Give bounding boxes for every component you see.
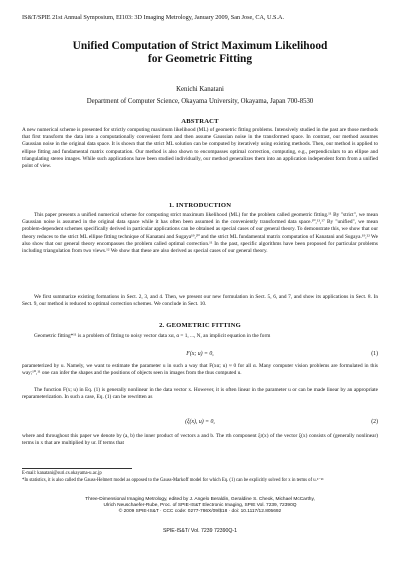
page-identifier: SPIE-IS&T/ Vol. 7239 72390Q-1: [162, 528, 238, 534]
author-affiliation: Department of Computer Science, Okayama University, Okayama, Japan 700-8530: [86, 98, 314, 105]
section-2-paragraph-3: The function F(x; u) in Eq. (1) is generally nonlinear in the data vector x. However, it is often linear in the parameter u or can be made linear by an appropriate reparameterization. In such a case, Eq. (1) can be rewritten as: [22, 387, 378, 401]
section-2-paragraph-1: Geometric fitting*¹¹ is a problem of fitting to noisy vector data xα, α = 1, ..., N, an implicit equation in the form: [34, 333, 271, 339]
abstract-heading: ABSTRACT: [181, 118, 219, 125]
conference-header: IS&T/SPIE 21st Annual Symposium, EI103: 3D Imaging Metrology, January 2009, San Jose, CA, U.S.A.: [22, 14, 285, 21]
section-1-heading: 1. INTRODUCTION: [168, 202, 232, 209]
title-line-2: for Geometric Fitting: [147, 53, 253, 65]
publication-line-1: Three-Dimensional Imaging Metrology, edited by J. Angelo Beraldin, Geraldine S. Cheok, Michael McCarthy,: [85, 497, 315, 502]
footnote-rule: [22, 468, 132, 469]
publication-info: [0, 497, 400, 516]
title-line-1: Unified Computation of Strict Maximum Likelihood: [72, 40, 328, 52]
section-2-paragraph-2: parameterized by u. Namely, we want to estimate the parameter u in such a way that F(xα; u) ≈ 0 for all α. Many computer vision problems are formulated in this way;¹⁰,¹¹ one can infer the shapes and the positions of objects seen in images from the thus computed u.: [22, 363, 378, 377]
section-2-paragraph-4: where and throughout this paper we denote by (a, b) the inner product of vectors a and b. The rth component ξr(x) of the vector ξ(x) consists of (generally nonlinear) terms in x that are multiplied by ur. If terms that: [22, 433, 378, 447]
equation-2-expression: (ξ(x), u) = 0,: [185, 419, 215, 425]
publication-line-3: © 2009 SPIE-IS&T · CCC code: 0277-786X/09/$18 · doi: 10.1117/12.805692: [118, 509, 282, 515]
footnote-email: E-mail: kanatani@suri.cs.okayama-u.ac.jp: [22, 471, 102, 476]
paper-title: [0, 40, 400, 66]
publication-line-2: Ulrich Neuschaefer-Rube, Proc. of SPIE-IS&T Electronic Imaging, SPIE Vol. 7239, 72390Q: [103, 503, 297, 509]
abstract-text: A new numerical scheme is presented for strictly computing maximum likelihood (ML) of geometric fitting problems. Intensively studied in the past are those methods that first transform the data into a computationally convenient form and then assume Gaussian noise in the transformed space. In contrast, our method assumes Gaussian noise in the original data space. It is shown that the strict ML solution can be computed by iteratively using existing methods. Then, our method is applied to ellipse fitting and fundamental matrix computation. Our method is also shown to encompasses optimal correction, computing, e.g., perpendiculars to an ellipse and triangulating stereo images. While such applications have been studied individually, our method generalizes them into an application independent form from a unified point of view.: [22, 127, 378, 170]
author-name: Kenichi Kanatani: [176, 86, 224, 93]
equation-1: [22, 351, 378, 359]
equation-2: [22, 419, 378, 427]
footnote-statistics: *In statistics, it is also called the Gauss-Helmert model as opposed to the Gauss-Markoff model for which Eq. (1) can be explicitly solved for x in terms of u.⁶⁻²¹: [22, 478, 324, 483]
equation-1-expression: F(x; u) = 0,: [186, 351, 214, 357]
section-1-paragraph-1: This paper presents a unified numerical scheme for computing strict maximum likelihood (ML) for the problem called geometric fitting.¹¹ By "strict", we mean Gaussian noise is assumed in the original data space while it has often been assumed in the conveniently transformed data space.¹⁰,¹³,¹⁷ By "unified", we mean problem-dependent schemes specifically derived in particular applications can be obtained as special cases of our general theory. To demonstrate this, we show that our theory reduces to the strict ML ellipse fitting technique of Kanatani and Sugaya¹⁹,²⁰ and the strict ML fundamental matrix computation of Kanatani and Sugaya.¹⁹,²² We also show that our general theory encompasses the problem called optimal correction.¹¹ In the past, specific algorithms have been proposed for particular problems including triangulation from two views.¹² We show that these are also derived as special cases of our general theory.: [22, 212, 378, 255]
section-2-heading: 2. GEOMETRIC FITTING: [159, 322, 241, 329]
equation-1-number: (1): [371, 351, 378, 357]
equation-2-number: (2): [371, 419, 378, 425]
section-1-paragraph-2: We first summarize existing formations in Sect. 2, 3, and 4. Then, we present our new formulation in Sect. 5, 6, and 7, and show its applications in Sect. 8. In Sect. 9, our method is reduced to optimal correction schemes. We conclude in Sect. 10.: [22, 294, 378, 308]
